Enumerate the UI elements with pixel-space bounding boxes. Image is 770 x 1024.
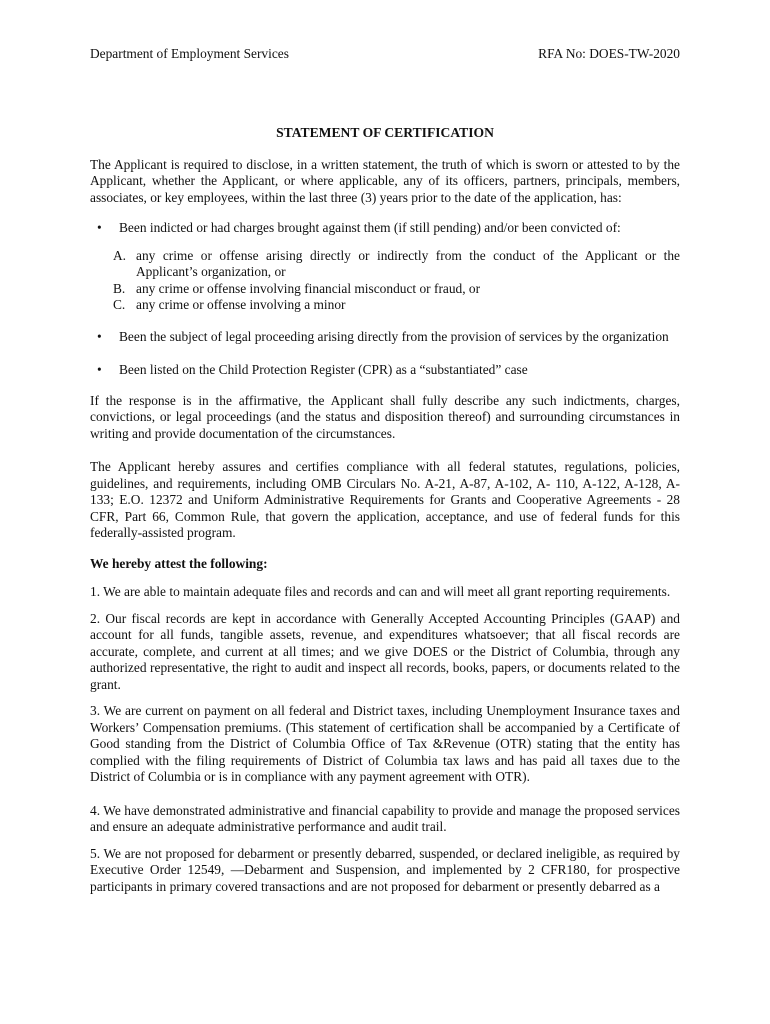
offense-marker: A. — [113, 247, 127, 263]
bullet-item — [90, 362, 680, 379]
attestation-item: 3. We are current on payment on all federal and District taxes, including Unemployment Insurance taxes and Workers’ Compensation premiums. (This statement of certification shall be accompanied by a Certificate of Good standing from the District of Columbia Office of Tax &Revenue (OTR) stating that the entity has complied with the filing requirements of District of Columbia tax laws and has paid all taxes due to the District of Columbia or is in compliance with any payment agreement with OTR). — [90, 703, 680, 784]
document-body — [90, 125, 680, 905]
attestation-item: 2. Our fiscal records are kept in accordance with Generally Accepted Accounting Principles (GAAP) and account for all funds, tangible assets, revenue, and expenditures whatsoever; that all fiscal records are accurate, complete, and current at all times; and we give DOES or the District of Columbia, through any authorized representative, the right to audit and inspect all records, books, papers, or documents related to the grant. — [90, 610, 680, 692]
bullet-icon: • — [97, 362, 102, 377]
affirmative-paragraph: If the response is in the affirmative, the Applicant shall fully describe any such indictments, charges, convictions, or legal proceedings (and the status and disposition thereof) and surrounding circumstances in writing and provide documentation of the circumstances. — [90, 392, 680, 441]
offense-text: any crime or offense involving financial misconduct or fraud, or — [136, 280, 481, 296]
attestation-item: 1. We are able to maintain adequate files and records and can and will meet all grant reporting requirements. — [90, 584, 671, 599]
offense-marker: C. — [113, 297, 126, 312]
bullet-text: Been listed on the Child Protection Register (CPR) as a “substantiated” case — [119, 362, 528, 377]
attestation-item: 5. We are not proposed for debarment or presently debarred, suspended, or declared ineligible, as required by Executive Order 12549, —Debarment and Suspension, and implemented by 2 CFR180, for prospective participants in primary covered transactions and are not proposed for debarment or presently debarred as a — [90, 845, 680, 894]
offense-list — [90, 248, 680, 314]
offense-text: any crime or offense arising directly or indirectly from the conduct of the Applicant or the Applicant’s organization, or — [136, 247, 680, 279]
bullet-icon: • — [97, 220, 102, 235]
bullet-item — [90, 220, 680, 237]
offense-item — [98, 281, 680, 298]
certification-paragraph: The Applicant hereby assures and certifies compliance with all federal statutes, regulations, policies, guidelines, and requirements, including OMB Circulars No. A-21, A-87, A-102, A- 110, A-122, A-128, A-133; E.O. 12372 and Uniform Administrative Requirements for Grants and Cooperative Agreements - 28 CFR, Part 66, Common Rule, that govern the application, acceptance, and use of federal funds for this federally-assisted program. — [90, 459, 680, 540]
attest-heading: We hereby attest the following: — [90, 555, 268, 571]
offense-text: any crime or offense involving a minor — [136, 297, 346, 312]
bullet-text: Been the subject of legal proceeding arising directly from the provision of services by the organization — [119, 328, 669, 344]
offense-item — [98, 248, 680, 281]
header-rfa-number: RFA No: DOES-TW-2020 — [538, 46, 680, 61]
document-title: STATEMENT OF CERTIFICATION — [276, 125, 494, 140]
bullet-text: Been indicted or had charges brought against them (if still pending) and/or been convicted of: — [119, 220, 621, 235]
intro-paragraph: The Applicant is required to disclose, in a written statement, the truth of which is sworn or attested to by the Applicant, whether the Applicant, or where applicable, any of its officers, partners, principals, members, associates, or key employees, within the last three (3) years prior to the date of the application, has: — [90, 156, 680, 205]
offense-item — [98, 297, 680, 314]
offense-marker: B. — [113, 280, 126, 296]
header-department: Department of Employment Services — [90, 46, 289, 61]
bullet-item — [90, 329, 680, 346]
bullet-icon: • — [97, 328, 102, 344]
attestation-item: 4. We have demonstrated administrative and financial capability to provide and manage the proposed services and ensure an adequate administrative performance and audit trail. — [90, 802, 680, 834]
